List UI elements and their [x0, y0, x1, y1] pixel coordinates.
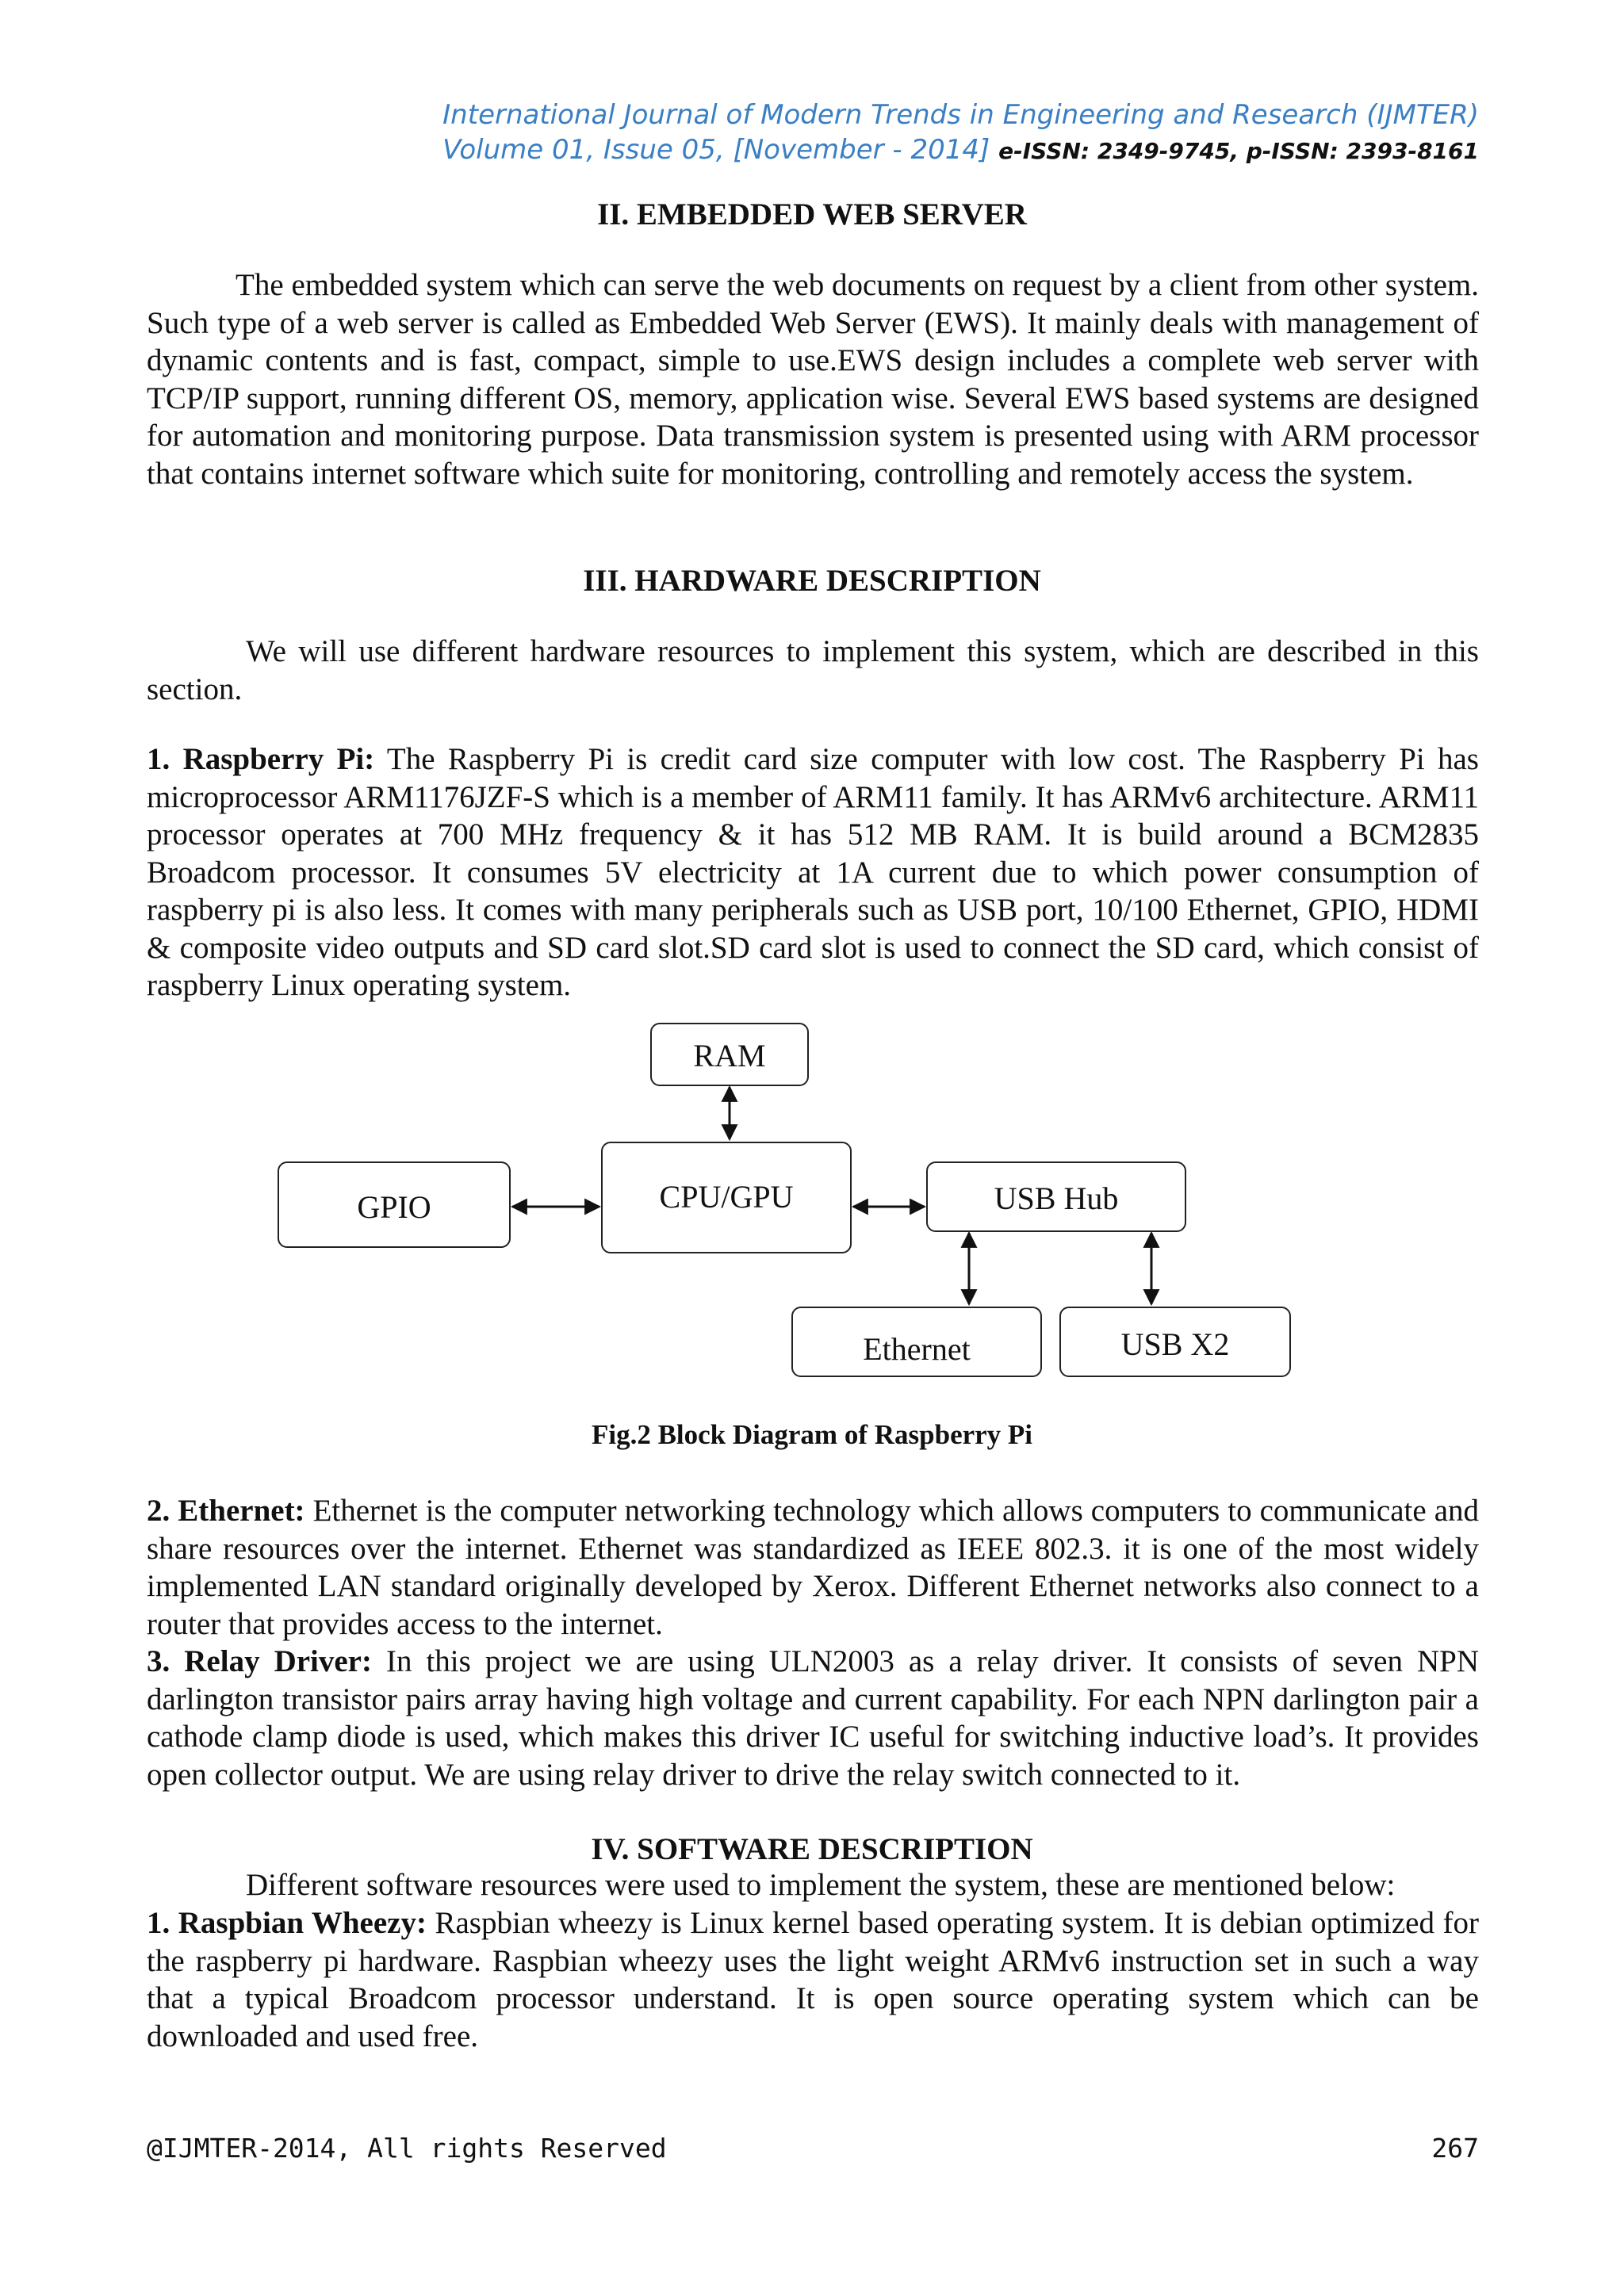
section-heading-embedded-web-server: II. EMBEDDED WEB SERVER	[597, 197, 1027, 232]
journal-volume: Volume 01, Issue 05, [November - 2014]	[442, 134, 990, 166]
usb-hub-block	[926, 1161, 1186, 1232]
raspberry-pi-text: The Raspberry Pi is credit card size computer with low cost. The Raspberry Pi has microprocessor ARM1176JZF-S which is a member of ARM11 family. It has ARMv6 architecture. ARM11 processor operates at 700 MHz frequency & it has 512 MB RAM. It is build around a BCM2835 Broadcom processor. It consumes 5V electricity at 1A current due to which power consumption of raspberry pi is also less. It comes with many peripherals such as USB port, 10/100 Ethernet, GPIO, HDMI & composite video outputs and SD card slot.SD card slot is used to connect the SD card, which consist of raspberry Linux operating system.	[147, 742, 1479, 1002]
ethernet-block	[791, 1307, 1042, 1377]
usb-hub-label: USB Hub	[994, 1181, 1119, 1216]
section-2-paragraph: The embedded system which can serve the web documents on request by a client from other system. Such type of a web server is called as Embedded Web Server (EWS). It mainly deals with management of dynamic contents and is fast, compact, simple to use.EWS design includes a complete web server with TCP/IP support, running different OS, memory, application wise. Several EWS based systems are designed for automation and monitoring purpose. Data transmission system is presented using with ARM processor that contains internet software which suite for monitoring, controlling and remotely access the system.	[147, 268, 1479, 491]
relay-driver-title: 3. Relay Driver:	[147, 1644, 372, 1678]
ram-block	[650, 1023, 809, 1086]
page-number: 267	[1431, 2133, 1479, 2164]
gpio-block	[278, 1161, 511, 1248]
section-4-intro: Different software resources were used to implement the system, these are mentioned below:	[246, 1868, 1396, 1902]
figure-caption: Fig.2 Block Diagram of Raspberry Pi	[591, 1419, 1033, 1450]
footer-copyright: @IJMTER-2014, All rights Reserved	[147, 2133, 667, 2164]
gpio-label: GPIO	[357, 1189, 431, 1225]
cpu-gpu-label: CPU/GPU	[659, 1179, 794, 1215]
raspberry-pi-title: 1. Raspberry Pi:	[147, 742, 375, 776]
cpu-gpu-block	[601, 1142, 852, 1253]
relay-driver-paragraph	[147, 1643, 1479, 1793]
raspbian-paragraph	[147, 1904, 1479, 2055]
usb-x2-label: USB X2	[1120, 1326, 1230, 1362]
ethernet-label: Ethernet	[863, 1331, 971, 1367]
ram-label: RAM	[693, 1038, 766, 1073]
journal-title: International Journal of Modern Trends in Engineering and Research (IJMTER)	[442, 99, 1479, 131]
raspbian-title: 1. Raspbian Wheezy:	[147, 1906, 427, 1940]
ethernet-title: 2. Ethernet:	[147, 1494, 305, 1528]
section-heading-software-description: IV. SOFTWARE DESCRIPTION	[591, 1832, 1033, 1866]
raspbian-text: Raspbian wheezy is Linux kernel based operating system. It is debian optimized for the raspberry pi hardware. Raspbian wheezy uses the light weight ARMv6 instruction set in such a way that a typical Broadcom processor understand. It is open source operating system which can be downloaded and used free.	[147, 1906, 1479, 2053]
usb-x2-block	[1059, 1307, 1291, 1377]
section-heading-hardware-description: III. HARDWARE DESCRIPTION	[583, 564, 1041, 598]
journal-issn: e-ISSN: 2349-9745, p-ISSN: 2393-8161	[998, 138, 1479, 164]
relay-driver-text: In this project we are using ULN2003 as a relay driver. It consists of seven NPN darlington transistor pairs array having high voltage and current capability. For each NPN darlington pair a cathode clamp diode is used, which makes this driver IC useful for switching inductive load’s. It provides open collector output. We are using relay driver to drive the relay switch connected to it.	[147, 1644, 1479, 1792]
ethernet-paragraph	[147, 1492, 1479, 1643]
ethernet-text: Ethernet is the computer networking technology which allows computers to communicate and share resources over the internet. Ethernet was standardized as IEEE 802.3. it is one of the most widely implemented LAN standard originally developed by Xerox. Different Ethernet networks also connect to a router that provides access to the internet.	[147, 1494, 1479, 1641]
section-3-intro: We will use different hardware resources to implement this system, which are described in this section.	[147, 634, 1479, 706]
